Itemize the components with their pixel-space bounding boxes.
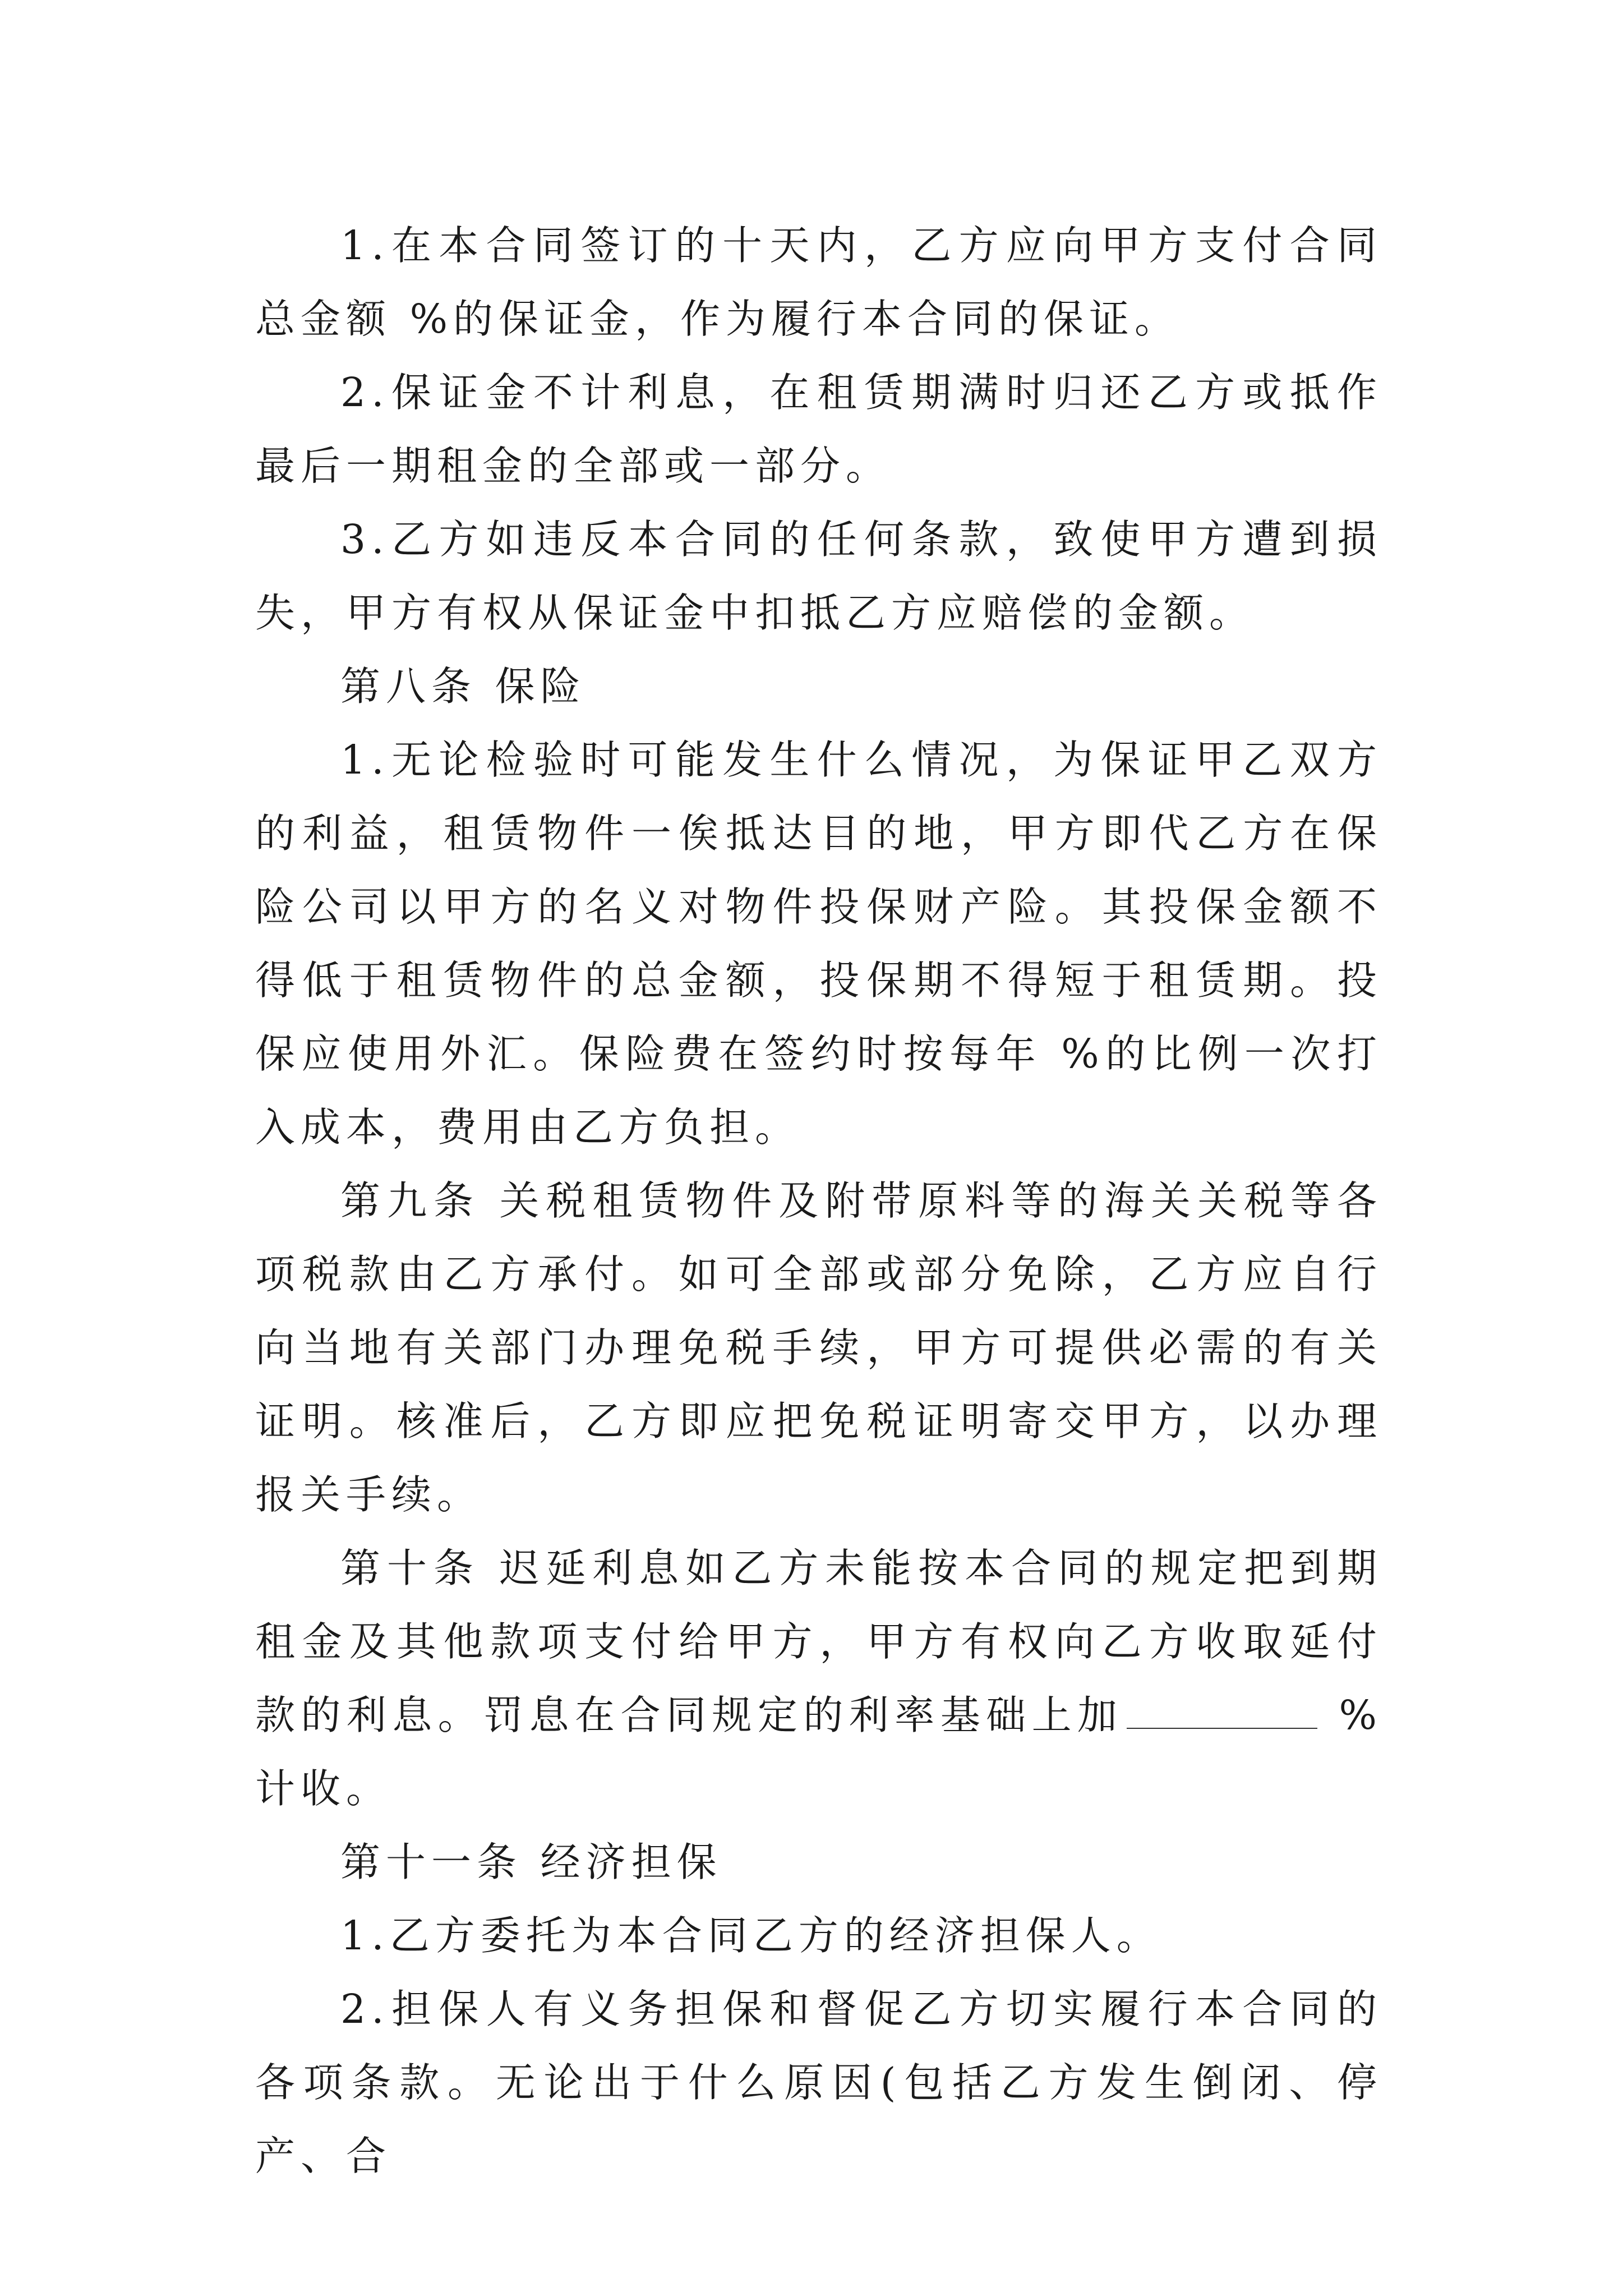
fill-in-blank xyxy=(1127,1694,1317,1729)
clause-paragraph: 第九条 关税租赁物件及附带原料等的海关关税等各项税款由乙方承付。如可全部或部分免除，乙方应自行向当地有关部门办理免税手续，甲方可提供必需的有关证明。核准后，乙方即应把免税证明寄交甲方，以办理报关手续。 xyxy=(255,1177,1382,1518)
clause-paragraph: 2.保证金不计利息，在租赁期满时归还乙方或抵作最后一期租金的全部或一部分。 xyxy=(255,369,1382,489)
document-body xyxy=(255,209,1382,2193)
clause-paragraph: 1.在本合同签订的十天内，乙方应向甲方支付合同总金额 %的保证金，作为履行本合同的保证。 xyxy=(255,222,1382,342)
article10-text: 第十条 迟延利息如乙方未能按本合同的规定把到期租金及其他款项支付给甲方，甲方有权向乙方收取延付款的利息。罚息在合同规定的利率基础上加 xyxy=(255,1545,1382,1738)
article-heading: 第十一条 经济担保 xyxy=(340,1839,722,1885)
article10-text-end: %计收。 xyxy=(255,1692,1382,1812)
clause-paragraph-article10 xyxy=(255,1531,1382,1825)
article-heading: 第八条 保险 xyxy=(340,663,586,710)
clause-paragraph: 1.乙方委托为本合同乙方的经济担保人。 xyxy=(340,1912,1162,1959)
clause-paragraph: 2.担保人有义务担保和督促乙方切实履行本合同的各项条款。无论出于什么原因(包括乙方发生倒闭、停产、合 xyxy=(255,1986,1382,2179)
clause-paragraph: 1.无论检验时可能发生什么情况，为保证甲乙双方的利益，租赁物件一俟抵达目的地，甲方即代乙方在保险公司以甲方的名义对物件投保财产险。其投保金额不得低于租赁物件的总金额，投保期不得短于租赁期。投保应使用外汇。保险费在签约时按每年 %的比例一次打入成本，费用由乙方负担。 xyxy=(255,737,1382,1151)
clause-paragraph: 3.乙方如违反本合同的任何条款，致使甲方遭到损失，甲方有权从保证金中扣抵乙方应赔偿的金额。 xyxy=(255,516,1382,636)
